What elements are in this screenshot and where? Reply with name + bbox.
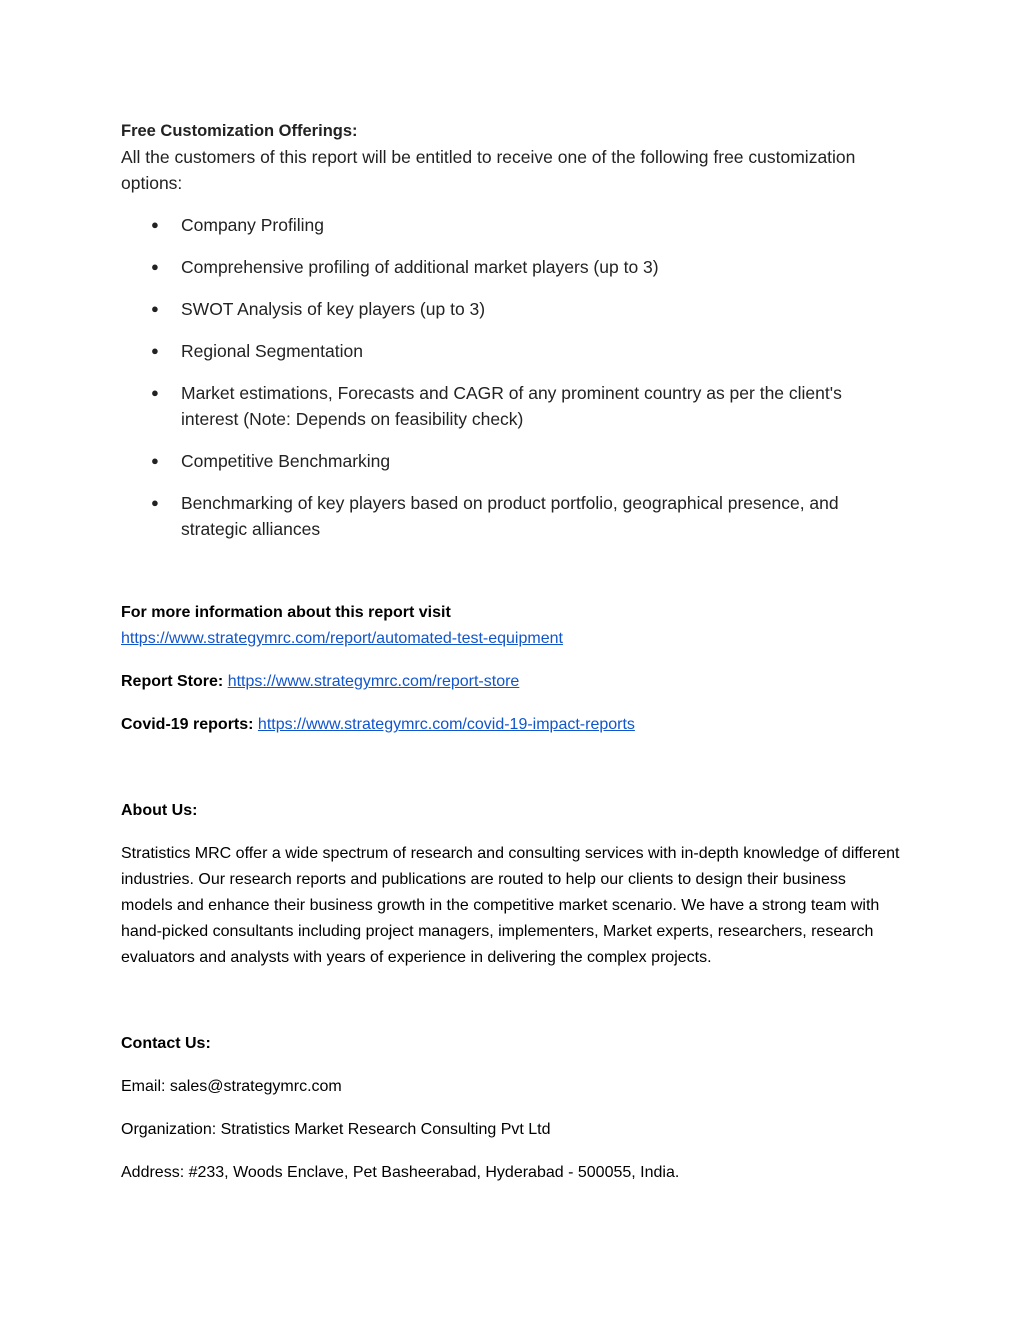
covid-reports-link[interactable]: https://www.strategymrc.com/covid-19-impact-reports <box>257 716 635 733</box>
more-info-block <box>121 600 911 652</box>
list-item <box>121 380 891 432</box>
list-item <box>121 296 891 322</box>
customization-list <box>121 212 911 542</box>
list-item-text: Market estimations, Forecasts and CAGR of any prominent country as per the client's interest (Note: Depends on feasibility check) <box>181 383 842 429</box>
customization-intro: All the customers of this report will be entitled to receive one of the following free customization options: <box>121 147 856 193</box>
contact-organization: Organization: Stratistics Market Research Consulting Pvt Ltd <box>121 1121 551 1138</box>
about-text: Stratistics MRC offer a wide spectrum of research and consulting services with in-depth knowledge of different industries. Our research reports and publications are routed to help our clients to design their business models and enhance their business growth in the competitive market scenario. We have a strong team with hand-picked consultants including project managers, implementers, Market experts, researchers, research evaluators and analysts with years of experience in delivering the complex projects. <box>121 845 900 966</box>
contact-email: Email: sales@strategymrc.com <box>121 1078 342 1095</box>
list-item <box>121 212 891 238</box>
bullet-icon: ● <box>151 217 159 232</box>
document-page <box>121 118 911 1186</box>
report-store-link[interactable]: https://www.strategymrc.com/report-store <box>227 673 520 690</box>
list-item <box>121 448 891 474</box>
bullet-icon: ● <box>151 301 159 316</box>
bullet-icon: ● <box>151 343 159 358</box>
list-item-text: SWOT Analysis of key players (up to 3) <box>181 299 486 319</box>
list-item <box>121 490 891 542</box>
covid-reports-label: Covid-19 reports: <box>121 716 254 733</box>
bullet-icon: ● <box>151 495 159 510</box>
bullet-icon: ● <box>151 385 159 400</box>
list-item-text: Regional Segmentation <box>181 341 363 361</box>
customization-heading: Free Customization Offerings: <box>121 122 358 140</box>
list-item-text: Benchmarking of key players based on product portfolio, geographical presence, and strategic alliances <box>181 493 839 539</box>
contact-title: Contact Us: <box>121 1035 211 1052</box>
report-link[interactable]: https://www.strategymrc.com/report/automated-test-equipment <box>121 630 563 647</box>
bullet-icon: ● <box>151 453 159 468</box>
report-store-label: Report Store: <box>121 673 224 690</box>
more-info-label: For more information about this report visit <box>121 604 451 621</box>
list-item-text: Company Profiling <box>181 215 324 235</box>
list-item <box>121 338 891 364</box>
bullet-icon: ● <box>151 259 159 274</box>
list-item-text: Comprehensive profiling of additional market players (up to 3) <box>181 257 659 277</box>
report-store-row <box>121 669 911 695</box>
covid-reports-row <box>121 712 911 738</box>
about-title: About Us: <box>121 802 198 819</box>
contact-address: Address: #233, Woods Enclave, Pet Basheerabad, Hyderabad - 500055, India. <box>121 1164 680 1181</box>
list-item-text: Competitive Benchmarking <box>181 451 391 471</box>
list-item <box>121 254 891 280</box>
